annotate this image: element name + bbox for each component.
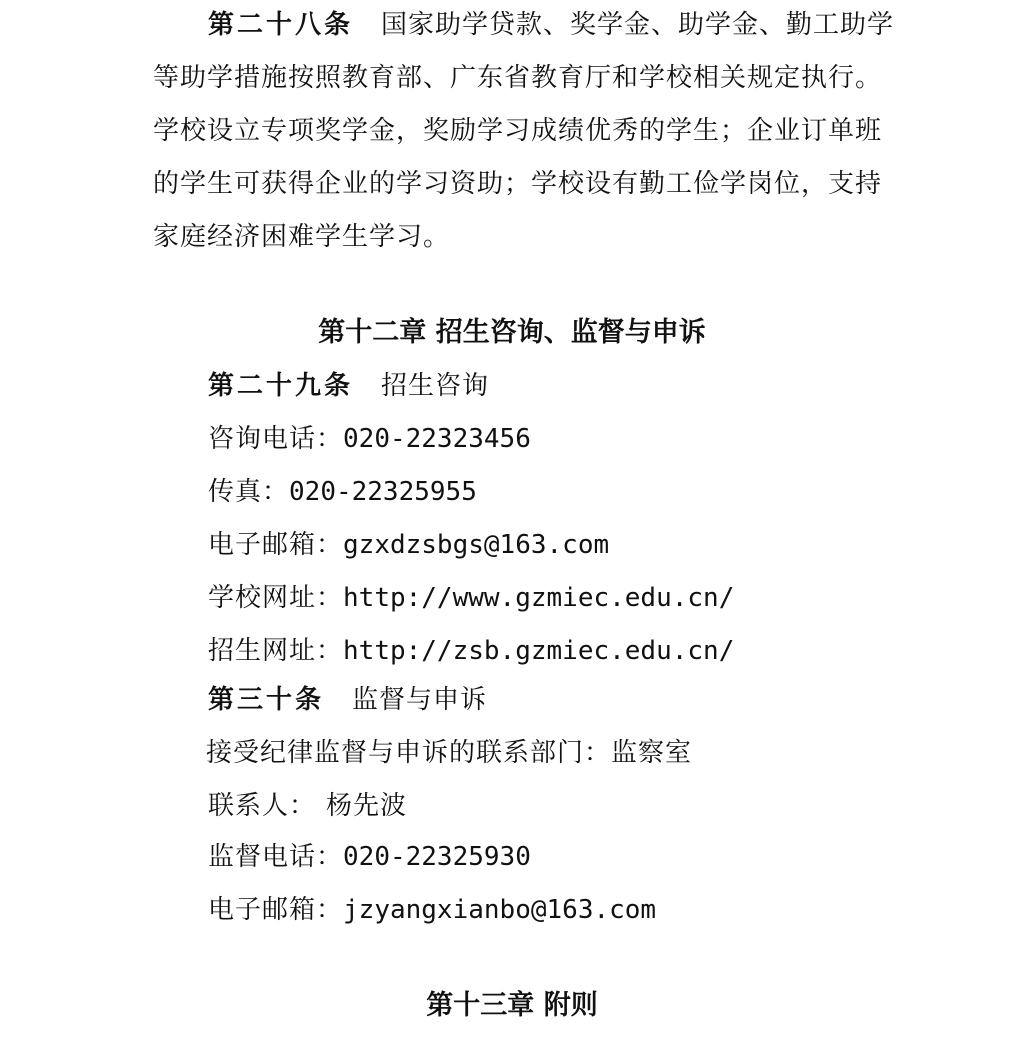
article-30-title: 监督与申诉 <box>352 685 488 715</box>
article-29-heading: 第二十九条 <box>208 371 354 401</box>
admission-website-label: 招生网址： <box>208 636 344 666</box>
article-28-line-4: 的学生可获得企业的学习资助；学校设有勤工俭学岗位，支持 <box>153 169 883 199</box>
article-30-heading: 第三十条 <box>208 685 325 715</box>
admission-website-line <box>208 634 734 668</box>
article-28-heading: 第二十八条 <box>208 10 354 40</box>
supervision-dept-label: 接受纪律监督与申诉的联系部门： <box>206 738 612 768</box>
article-28-line-1 <box>208 8 894 42</box>
article-30-heading-line <box>208 683 487 717</box>
supervision-email-value: jzyangxianbo@163.com <box>343 895 657 925</box>
admission-website-link[interactable]: http://zsb.gzmiec.edu.cn/ <box>343 636 735 666</box>
supervision-dept-value: 监察室 <box>611 738 693 768</box>
school-website-link[interactable]: http://www.gzmiec.edu.cn/ <box>343 583 735 613</box>
chapter-12-title: 第十二章 招生咨询、监督与申诉 <box>318 317 706 348</box>
consult-email-line <box>208 528 609 562</box>
supervision-phone-label: 监督电话： <box>208 842 344 872</box>
school-website-line <box>208 581 734 615</box>
article-29-heading-line <box>208 369 489 403</box>
supervision-phone-line <box>208 840 531 874</box>
chapter-13-title: 第十三章 附则 <box>426 990 598 1021</box>
school-website-label: 学校网址： <box>208 583 344 613</box>
contact-person-line <box>208 789 407 823</box>
article-28-line-2: 等助学措施按照教育部、广东省教育厅和学校相关规定执行。 <box>153 63 883 93</box>
fax-line <box>208 475 477 509</box>
article-28-line-3: 学校设立专项奖学金，奖励学习成绩优秀的学生；企业订单班 <box>153 116 883 146</box>
fax-value: 020-22325955 <box>289 477 477 507</box>
fax-label: 传真： <box>208 477 290 507</box>
contact-person-value: 杨先波 <box>326 791 408 821</box>
consult-phone-value: 020-22323456 <box>343 424 531 454</box>
article-29-title: 招生咨询 <box>381 371 490 401</box>
consult-email-value: gzxdzsbgs@163.com <box>343 530 610 560</box>
supervision-dept-line <box>206 736 692 770</box>
article-28-text-1: 国家助学贷款、奖学金、助学金、勤工助学 <box>381 10 895 40</box>
supervision-email-line <box>208 893 656 927</box>
consult-phone-line <box>208 422 531 456</box>
article-28-line-5: 家庭经济困难学生学习。 <box>153 222 451 252</box>
supervision-phone-value: 020-22325930 <box>343 842 531 872</box>
consult-email-label: 电子邮箱： <box>208 530 344 560</box>
supervision-email-label: 电子邮箱： <box>208 895 344 925</box>
consult-phone-label: 咨询电话： <box>208 424 344 454</box>
contact-person-label: 联系人： <box>208 791 317 821</box>
